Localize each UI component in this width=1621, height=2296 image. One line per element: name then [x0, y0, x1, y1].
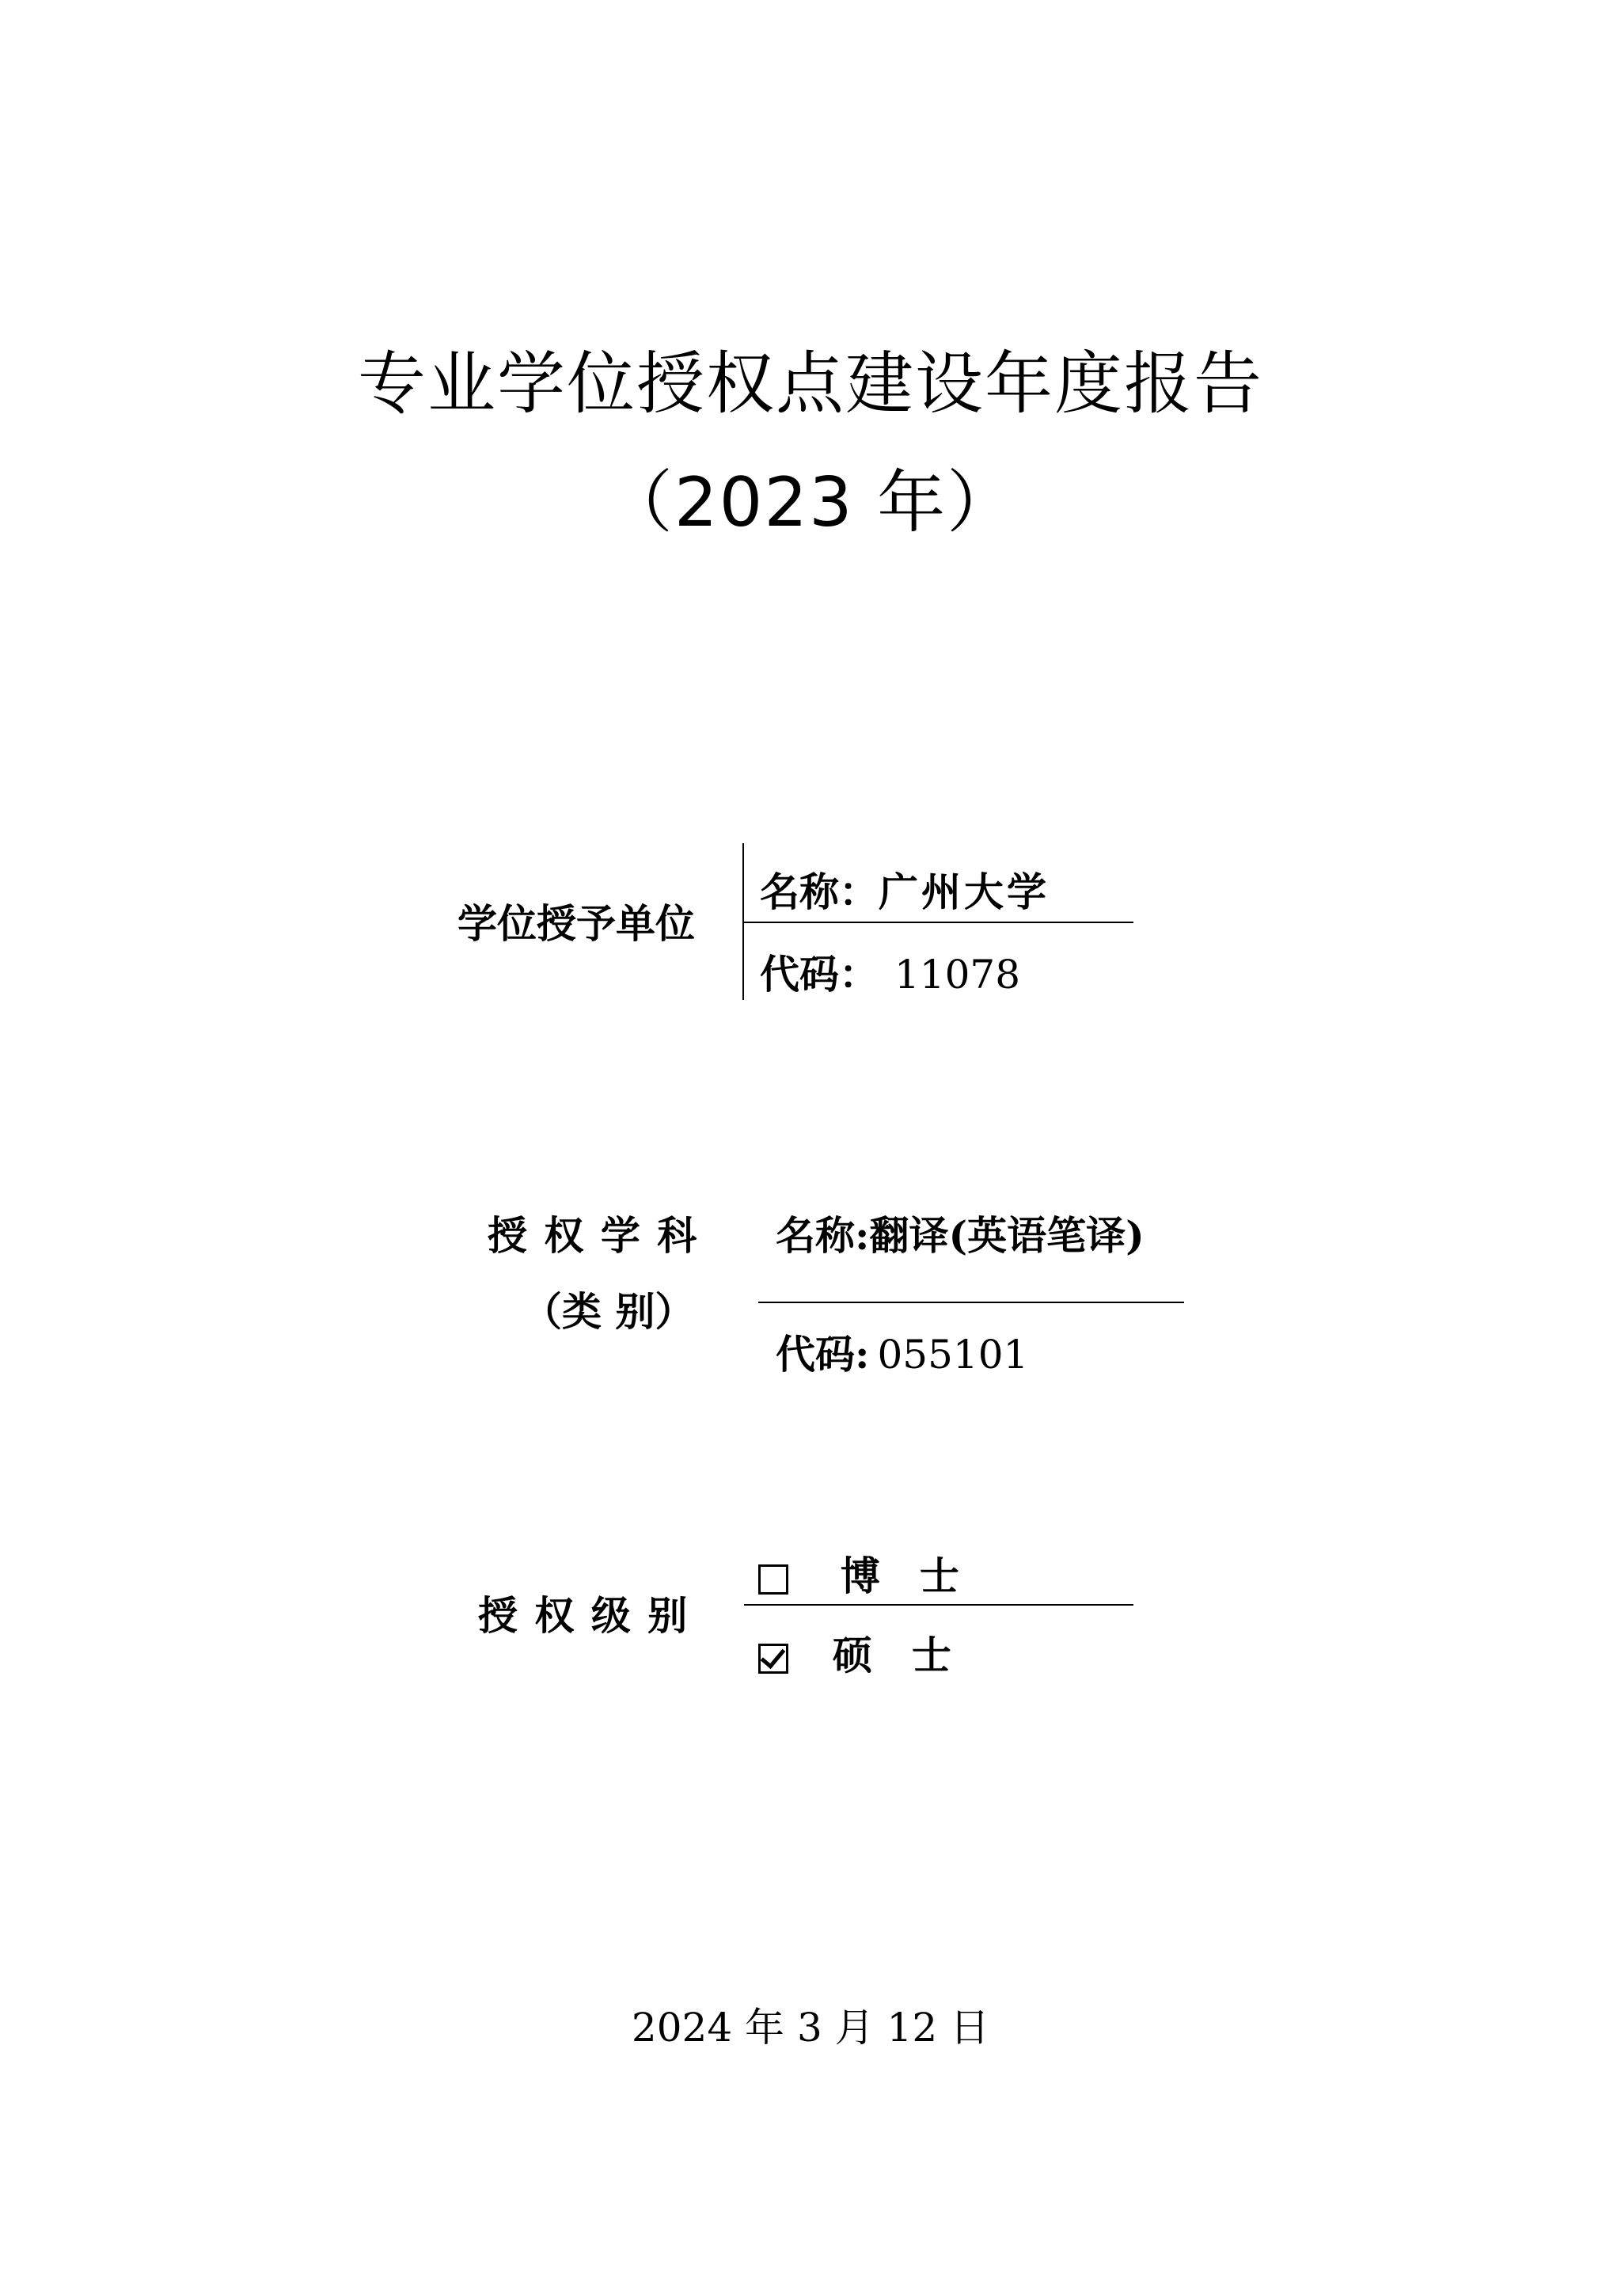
unit-code-row: [760, 951, 1021, 998]
report-date: 2024 年 3 月 12 日: [631, 2005, 990, 2051]
unit-code-value: 11078: [894, 952, 1021, 998]
unit-name-row: [760, 869, 1050, 915]
level-divider: [744, 1604, 1133, 1606]
level-option-doctor[interactable]: [758, 1553, 959, 1599]
discipline-code-key: 代码:: [776, 1331, 870, 1378]
doctor-checkbox-icon[interactable]: [758, 1564, 788, 1595]
discipline-name-key: 名称:: [776, 1212, 870, 1259]
discipline-category-label: （类 别）: [522, 1288, 695, 1335]
master-checkbox-checked-icon[interactable]: [758, 1644, 788, 1674]
level-label: 授 权 级 别: [478, 1592, 689, 1639]
unit-name-key: 名称：: [760, 869, 879, 915]
doctor-label: 博 士: [840, 1553, 959, 1599]
unit-label: 学位授予单位: [457, 900, 695, 947]
report-year: （2023 年）: [604, 463, 1017, 542]
discipline-label: 授 权 学 科: [488, 1212, 699, 1259]
unit-name-value: 广州大学: [879, 869, 1050, 915]
report-title: 专业学位授权点建设年度报告: [358, 344, 1263, 424]
unit-divider: [744, 922, 1133, 923]
discipline-name-row: [776, 1212, 1145, 1259]
unit-code-key: 代码：: [760, 951, 879, 998]
master-label: 硕 士: [832, 1632, 951, 1678]
level-option-master[interactable]: [758, 1632, 951, 1678]
discipline-code-value: 055101: [877, 1332, 1029, 1378]
discipline-code-row: [776, 1331, 1029, 1378]
discipline-divider: [758, 1302, 1184, 1303]
discipline-name-value: 翻译(英语笔译): [869, 1212, 1145, 1259]
